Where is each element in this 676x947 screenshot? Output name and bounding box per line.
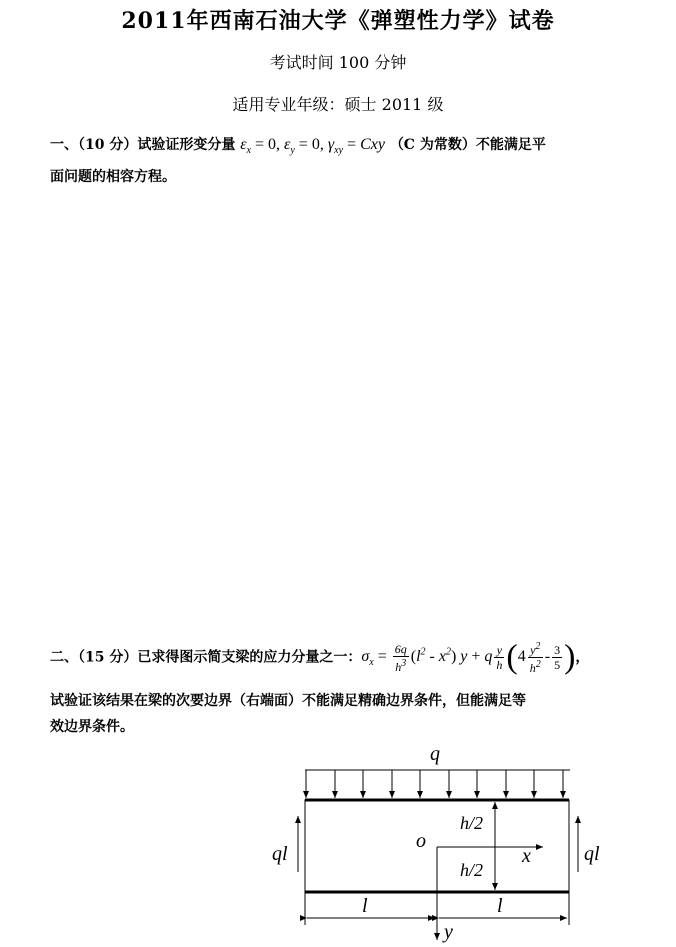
load-label: q [430, 743, 440, 765]
question-2: 二、（15 分）已求得图示简支梁的应力分量之一：$\sigma_x$ = $\frac{6q}{h^3}$ $(l^2 - x^2) y + q$ $\frac{y}{h}$ (4 $\frac{y^2}{h^2}$ - $\frac{3}{5}$ )， [50, 638, 590, 676]
left-shear-label: ql [272, 843, 288, 865]
right-span-label: l [497, 895, 503, 917]
question-2-line3: 效边界条件。 [50, 719, 134, 735]
distributed-load [305, 770, 570, 798]
top-half-height-label: h/2 [460, 813, 484, 833]
question-2-line2: 试验证该结果在梁的次要边界（右端面）不能满足精确边界条件，但能满足等 [50, 693, 526, 709]
question-1-suffix: （C 为常数）不能满足平 [389, 137, 546, 153]
strain-equation: $\varepsilon_x = 0$, $\varepsilon_y = 0$, $\gamma_{xy}$ = Cxy [240, 136, 385, 157]
exam-title: 2011年西南石油大学《弹塑性力学》试卷 [121, 8, 555, 34]
x-axis-label: x [522, 845, 531, 867]
bottom-half-height-label: h/2 [460, 860, 484, 880]
y-axis-label: y [444, 921, 453, 943]
exam-grade: 适用专业年级：硕士 2011 级 [232, 95, 444, 114]
question-2-prefix: 二、（15 分）已求得图示简支梁的应力分量之一： [50, 649, 362, 666]
left-span-label: l [362, 895, 368, 917]
stress-equation: $\sigma_x$ = $\frac{6q}{h^3}$ $(l^2 - x^2) y + q$ $\frac{y}{h}$ (4 $\frac{y^2}{h^2}$ - $\frac{3}{5}$ ) [361, 638, 576, 676]
question-1-prefix: 一、（10 分）试验证形变分量 [50, 137, 236, 153]
question-1-line2: 面问题的相容方程。 [50, 169, 176, 186]
origin-label: o [416, 830, 426, 852]
exam-duration: 考试时间 100 分钟 [269, 53, 407, 72]
right-shear-label: ql [584, 843, 600, 865]
